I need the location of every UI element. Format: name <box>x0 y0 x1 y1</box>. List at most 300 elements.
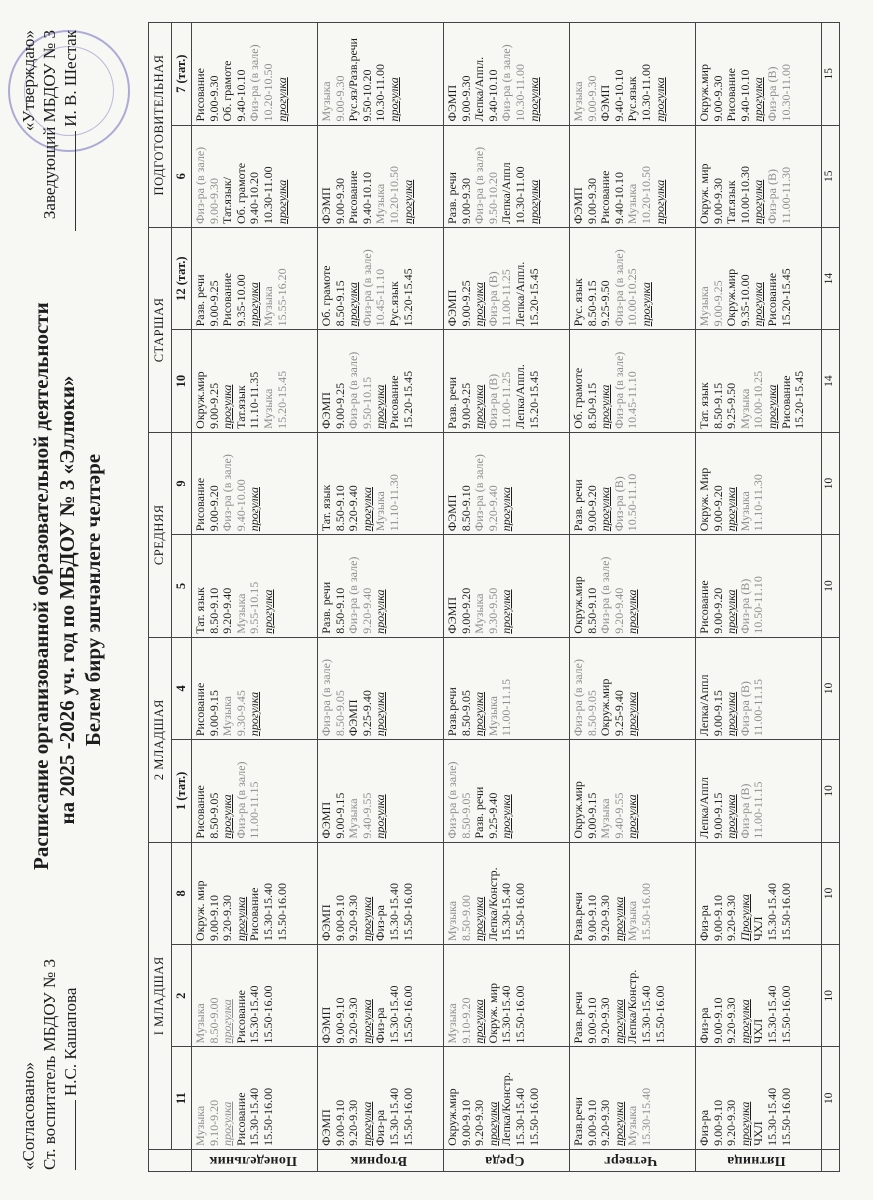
activity-line: 9.55-10.15 <box>247 581 262 634</box>
activity-line: Музыка <box>193 1003 207 1044</box>
walk-entry: прогулка <box>220 999 235 1044</box>
activity-line: 11.10-11.35 <box>247 371 262 429</box>
day-label: Вторник <box>350 1153 408 1169</box>
total-count: 15 <box>822 125 840 227</box>
walk-entry: прогулка <box>724 589 739 634</box>
activity-line: Музыка <box>260 388 275 429</box>
activity-line: 15.20-15.45 <box>526 268 541 327</box>
activity-line: 9.40-10.10 <box>233 69 248 122</box>
activity-line: Разв. речи <box>445 376 459 429</box>
activity-line: Физ-ра (В) <box>737 783 752 839</box>
schedule-cell <box>570 432 696 534</box>
walk-entry: прогулка <box>220 384 235 429</box>
activity-line: 9.20-9.30 <box>724 997 739 1044</box>
activity-line: Музыка <box>445 1003 459 1044</box>
activity-line: 9.00-9.30 <box>206 177 221 224</box>
activity-line: ФЭМП <box>445 494 459 532</box>
totals-row <box>822 23 840 1172</box>
walk-entry: прогулка <box>373 589 388 634</box>
activity-line: Рисование <box>386 375 401 429</box>
schedule-cell <box>570 1047 696 1149</box>
day-label: Четверг <box>604 1153 658 1169</box>
walk-entry: прогулка <box>638 282 653 327</box>
activity-line: Музыка <box>260 286 275 327</box>
activity-line: 9.00-9.30 <box>332 177 347 224</box>
activity-line: 15.50-16.00 <box>778 1087 793 1146</box>
activity-line: 9.00-9.10 <box>710 895 725 942</box>
activity-line: 9.00-9.30 <box>332 75 347 122</box>
activity-line: Физ-ра (В) <box>737 578 752 634</box>
activity-line: 9.00-9.15 <box>710 792 725 839</box>
activity-line: Музыка <box>737 491 752 532</box>
activity-line: 8.50-9.05 <box>206 792 221 839</box>
activity-line: Физ-ра <box>373 1007 388 1044</box>
activity-line: 10.00-10.30 <box>737 165 752 224</box>
schedule-cell <box>696 1047 822 1149</box>
agreed-name: Н.С. Кашапова <box>61 987 80 1096</box>
schedule-cell <box>192 740 318 842</box>
activity-line: 15.50-16.00 <box>512 883 527 942</box>
activity-line: Об. грамоте <box>571 367 585 429</box>
activity-line: 15.20-15.45 <box>400 370 415 429</box>
walk-entry: Прогулка <box>737 894 752 942</box>
schedule-cell <box>318 842 444 944</box>
activity-line: Рисование <box>778 375 793 429</box>
activity-line: Физ-ра <box>697 905 711 942</box>
activity-line: 15.30-15.40 <box>247 1087 262 1146</box>
document-title <box>28 302 106 870</box>
activity-line: ФЭМП <box>319 1109 333 1146</box>
schedule-cell <box>570 23 696 126</box>
activity-line: 9.25-9.50 <box>598 280 613 327</box>
activity-line: 9.00-9.10 <box>710 1099 725 1146</box>
activity-line: 9.25-9.40 <box>485 792 500 839</box>
activity-line: 15.30-15.40 <box>499 883 514 942</box>
total-count: 14 <box>822 330 840 432</box>
schedule-cell <box>570 227 696 329</box>
activity-line: 9.00-9.10 <box>332 1099 347 1146</box>
activity-line: 9.20-9.40 <box>611 587 626 634</box>
activity-line: Рус.язык <box>625 76 640 122</box>
group-header: 5 <box>172 535 192 637</box>
schedule-cell <box>318 432 444 534</box>
day-row <box>696 23 822 1172</box>
activity-line: 8.50-9.05 <box>458 792 473 839</box>
activity-line: Лепка/Аппл. <box>512 261 527 327</box>
activity-line: 9.35-10.00 <box>233 274 248 327</box>
group-header: 9 <box>172 432 192 534</box>
activity-line: Физ-ра (в зале) <box>247 44 262 122</box>
activity-line: ФЭМП <box>319 904 333 942</box>
activity-line: 15.50-16.00 <box>260 985 275 1044</box>
activity-line: 9.00-9.15 <box>332 792 347 839</box>
activity-line: 9.50-10.15 <box>359 376 374 429</box>
activity-line: 9.25-9.40 <box>359 690 374 737</box>
activity-line: 15.30-15.40 <box>499 985 514 1044</box>
agreed-title: «Согласовано» <box>19 1062 38 1170</box>
schedule-cell <box>318 740 444 842</box>
activity-line: 8.50-9.05 <box>458 690 473 737</box>
day-label-cell <box>318 1149 444 1171</box>
walk-entry: прогулка <box>751 77 766 122</box>
activity-line: Окруж.мир <box>697 64 711 122</box>
schedule-cell <box>444 432 570 534</box>
activity-line: 15.20-15.45 <box>792 370 807 429</box>
walk-entry: прогулка <box>499 487 514 532</box>
activity-line: Музыка <box>472 593 487 634</box>
activity-line: 9.00-9.25 <box>458 382 473 429</box>
activity-line: ФЭМП <box>445 84 459 122</box>
activity-line: 15.30-15.40 <box>386 883 401 942</box>
schedule-body <box>192 23 840 1172</box>
activity-line: 9.00-9.10 <box>332 997 347 1044</box>
schedule-cell <box>696 23 822 126</box>
schedule-cell <box>192 227 318 329</box>
title-line-2: на 2025 -2026 уч. год по МБДОУ № 3 «Эллюки» <box>55 375 79 825</box>
schedule-cell <box>318 637 444 739</box>
activity-line: 9.20-9.30 <box>220 895 235 942</box>
schedule-cell <box>444 330 570 432</box>
day-row <box>192 23 318 1172</box>
activity-line: 11.10-11.30 <box>751 474 766 532</box>
walk-entry: прогулка <box>373 691 388 737</box>
approved-signature-line <box>75 131 76 231</box>
walk-entry: прогулка <box>220 1101 235 1146</box>
walk-entry: прогулка <box>346 282 361 327</box>
activity-line: 9.00-9.10 <box>584 895 599 942</box>
activity-line: Музыка <box>697 286 711 327</box>
activity-line: 9.30-9.50 <box>485 587 500 634</box>
activity-line: 8.50-9.10 <box>584 587 599 634</box>
schedule-cell <box>192 842 318 944</box>
activity-line: 10.50-11.10 <box>751 576 766 634</box>
activity-line: ЧХЛ <box>751 1018 766 1044</box>
approved-title: «Утверждаю» <box>19 30 38 132</box>
activity-line: 15.30-15.40 <box>638 985 653 1044</box>
activity-line: Рисование <box>697 580 711 634</box>
walk-entry: прогулка <box>764 384 779 429</box>
activity-line: Об. грамоте <box>220 60 235 122</box>
activity-line: 9.20-9.40 <box>485 485 500 532</box>
activity-line: 9.00-9.25 <box>458 280 473 327</box>
activity-line: 9.40-10.10 <box>611 69 626 122</box>
activity-line: 9.00-9.25 <box>710 280 725 327</box>
walk-entry: прогулка <box>737 1101 752 1146</box>
activity-line: 10.00-10.25 <box>625 268 640 327</box>
walk-entry: прогулка <box>274 179 289 224</box>
activity-line: 15.50-16.00 <box>400 1087 415 1146</box>
activity-line: 15.55-16.20 <box>274 268 289 327</box>
activity-line: Музыка <box>485 695 500 737</box>
schedule-cell <box>192 23 318 126</box>
activity-line: 15.20-15.45 <box>274 370 289 429</box>
activity-line: 9.00-9.30 <box>458 177 473 224</box>
activity-line: Тат.язык/ <box>220 177 235 224</box>
activity-line: Физ-ра (в зале) <box>233 761 248 839</box>
approved-name: И. В. Шестак <box>61 30 80 127</box>
activity-line: Физ-ра (в зале) <box>445 761 459 839</box>
schedule-cell <box>444 842 570 944</box>
activity-line: Физ-ра (в зале) <box>359 249 374 327</box>
activity-line: Физ-ра (в зале) <box>611 351 626 429</box>
activity-line: 8.50-9.00 <box>206 997 221 1044</box>
activity-line: Разв. речи <box>472 786 487 839</box>
activity-line: Музыка <box>625 1105 640 1146</box>
activity-line: 9.20-9.30 <box>598 997 613 1044</box>
activity-line: ФЭМП <box>445 289 459 327</box>
group-header: 4 <box>172 637 192 739</box>
activity-line: 15.50-16.00 <box>652 985 667 1044</box>
activity-line: Рисование <box>346 170 361 224</box>
schedule-cell <box>318 125 444 227</box>
total-count: 10 <box>822 842 840 944</box>
activity-line: 9.00-9.30 <box>458 75 473 122</box>
activity-line: Музыка <box>373 491 388 532</box>
totals-label-cell <box>822 1149 840 1171</box>
schedule-cell <box>192 125 318 227</box>
schedule-cell <box>318 535 444 637</box>
activity-line: 10.45-11.10 <box>373 268 388 327</box>
walk-entry: прогулка <box>625 794 640 839</box>
schedule-cell <box>696 842 822 944</box>
activity-line: 9.40-10.10 <box>485 69 500 122</box>
group-header: 6 <box>172 125 192 227</box>
day-row <box>570 23 696 1172</box>
activity-line: Музыка <box>346 798 361 839</box>
activity-line: 9.00-9.15 <box>710 690 725 737</box>
activity-line: 9.30-9.45 <box>233 690 248 737</box>
activity-line: Физ-ра (в зале) <box>472 146 487 224</box>
activity-line: Музыка <box>737 388 752 429</box>
activity-line: Окруж.мир <box>571 576 585 634</box>
activity-line: Музыка <box>598 798 613 839</box>
activity-line: 9.40-10.00 <box>233 479 248 532</box>
activity-line: Окруж.мир <box>571 781 585 839</box>
schedule-cell <box>318 1047 444 1149</box>
walk-entry: прогулка <box>359 999 374 1044</box>
walk-entry: прогулка <box>247 487 262 532</box>
activity-line: 9.20-9.30 <box>346 895 361 942</box>
schedule-cell <box>192 535 318 637</box>
activity-line: 15.20-15.45 <box>400 268 415 327</box>
activity-line: 9.00-9.10 <box>584 1099 599 1146</box>
activity-line: Физ-ра (в зале) <box>571 659 585 737</box>
walk-entry: прогулка <box>598 487 613 532</box>
activity-line: 9.00-9.25 <box>206 382 221 429</box>
activity-line: Рус.язык <box>386 281 401 327</box>
activity-line: 11.00-11.25 <box>499 269 514 327</box>
activity-line: Физ-ра (В) <box>764 168 779 224</box>
walk-entry: прогулка <box>359 1101 374 1146</box>
title-line-3: Белем биру эшчәнлеге челтәре <box>81 453 105 747</box>
activity-line: 9.20-9.30 <box>598 1099 613 1146</box>
agreed-block <box>18 959 81 1170</box>
activity-line: 9.40-10.10 <box>359 171 374 224</box>
activity-line: 11.00-11.15 <box>499 679 514 737</box>
activity-line: Тат.язык <box>724 180 739 224</box>
walk-entry: прогулка <box>485 1101 500 1146</box>
group-header: 7 (тат.) <box>172 23 192 126</box>
activity-line: 9.35-10.00 <box>737 274 752 327</box>
activity-line: Физ-ра (в зале) <box>346 556 361 634</box>
activity-line: Рисование <box>247 887 262 942</box>
activity-line: 11.00-11.30 <box>778 166 793 224</box>
activity-line: 15.50-16.00 <box>778 985 793 1044</box>
activity-line: Физ-ра (в зале) <box>346 351 361 429</box>
walk-entry: прогулка <box>611 999 626 1044</box>
activity-line: Рисование <box>724 68 739 122</box>
activity-line: 9.20-9.30 <box>472 1099 487 1146</box>
activity-line: 9.00-9.20 <box>206 485 221 532</box>
walk-entry: прогулка <box>233 896 248 942</box>
activity-line: Рисование <box>233 990 248 1044</box>
activity-line: 15.30-15.40 <box>764 985 779 1044</box>
walk-entry: прогулка <box>625 691 640 737</box>
group-header: 12 (тат.) <box>172 227 192 329</box>
activity-line: 9.50-10.20 <box>485 171 500 224</box>
activity-line: 9.20-9.30 <box>724 895 739 942</box>
total-count: 10 <box>822 740 840 842</box>
section-header: СРЕДНЯЯ <box>149 432 172 637</box>
agreed-signature-line <box>75 1100 76 1170</box>
schedule-cell <box>192 637 318 739</box>
schedule-cell <box>570 330 696 432</box>
activity-line: ФЭМП <box>445 596 459 634</box>
walk-entry: прогулка <box>220 794 235 839</box>
section-header-row <box>149 23 172 1172</box>
activity-line: 9.50-10.20 <box>359 69 374 122</box>
group-header: 8 <box>172 842 192 944</box>
activity-line: Физ-ра (в зале) <box>193 146 207 224</box>
walk-entry: прогулка <box>751 179 766 224</box>
activity-line: Разв.речи <box>445 687 459 737</box>
schedule-cell <box>444 637 570 739</box>
walk-entry: прогулка <box>472 691 487 737</box>
activity-line: 9.00-9.25 <box>332 382 347 429</box>
activity-line: Рисование <box>193 477 207 532</box>
activity-line: 15.50-16.00 <box>638 883 653 942</box>
walk-entry: прогулка <box>386 77 401 122</box>
activity-line: 10.30-11.00 <box>373 63 388 122</box>
activity-line: 9.20-9.30 <box>598 895 613 942</box>
activity-line: 11.10-11.30 <box>386 474 401 532</box>
schedule-cell <box>192 432 318 534</box>
activity-line: ФЭМП <box>598 84 613 122</box>
activity-line: Физ-ра (В) <box>737 681 752 737</box>
total-count: 10 <box>822 637 840 739</box>
activity-line: 9.00-9.10 <box>206 895 221 942</box>
activity-line: Рисование <box>764 272 779 327</box>
activity-line: ФЭМП <box>319 392 333 429</box>
activity-line: Физ-ра <box>697 1109 711 1146</box>
activity-line: 9.00-9.20 <box>458 587 473 634</box>
walk-entry: прогулка <box>625 589 640 634</box>
activity-line: Физ-ра <box>697 1007 711 1044</box>
activity-line: 10.50-11.10 <box>625 473 640 532</box>
activity-line: Физ-ра (в зале) <box>319 659 333 737</box>
walk-entry: прогулка <box>598 384 613 429</box>
group-header-row <box>172 23 192 1172</box>
activity-line: ФЭМП <box>346 699 361 737</box>
section-header: I МЛАДШАЯ <box>149 842 172 1149</box>
schedule-cell <box>696 740 822 842</box>
walk-entry: прогулка <box>359 487 374 532</box>
day-label-cell <box>570 1149 696 1171</box>
schedule-cell <box>192 330 318 432</box>
activity-line: 15.50-16.00 <box>400 985 415 1044</box>
activity-line: 15.30-15.40 <box>247 985 262 1044</box>
activity-line: Физ-ра <box>373 905 388 942</box>
activity-line: Музыка <box>319 81 333 122</box>
activity-line: 10.20-10.50 <box>386 165 401 224</box>
walk-entry: прогулка <box>652 179 667 224</box>
activity-line: 8.50-9.15 <box>332 280 347 327</box>
schedule-cell <box>444 740 570 842</box>
activity-line: 9.00-9.30 <box>206 75 221 122</box>
activity-line: Физ-ра (в зале) <box>611 249 626 327</box>
activity-line: 9.00-9.10 <box>332 895 347 942</box>
activity-line: Музыка <box>220 695 235 737</box>
schedule-cell <box>444 227 570 329</box>
walk-entry: прогулка <box>359 896 374 942</box>
schedule-cell <box>444 535 570 637</box>
activity-line: 9.00-9.20 <box>584 485 599 532</box>
activity-line: 15.30-15.40 <box>260 883 275 942</box>
activity-line: Разв. речи <box>571 991 585 1044</box>
activity-line: Физ-ра (в зале) <box>499 44 514 122</box>
activity-line: 9.40-10.20 <box>247 171 262 224</box>
activity-line: Разв.речи <box>571 1097 585 1146</box>
activity-line: 10.30-11.00 <box>638 63 653 122</box>
activity-line: 8.50-9.00 <box>458 895 473 942</box>
activity-line: 9.00-9.10 <box>458 1099 473 1146</box>
activity-line: 9.00-9.30 <box>710 75 725 122</box>
schedule-cell <box>192 1047 318 1149</box>
activity-line: 9.00-9.30 <box>710 177 725 224</box>
activity-line: 9.00-9.20 <box>710 587 725 634</box>
activity-line: 15.30-15.40 <box>512 1087 527 1146</box>
activity-line: 15.50-16.00 <box>512 985 527 1044</box>
activity-line: 8.50-9.15 <box>584 382 599 429</box>
day-label: Понедельник <box>208 1153 297 1169</box>
activity-line: Рисование <box>193 682 207 737</box>
activity-line: Музыка <box>373 183 388 224</box>
schedule-cell <box>318 945 444 1047</box>
walk-entry: прогулка <box>472 282 487 327</box>
activity-line: Разв.речи <box>571 892 585 942</box>
activity-line: 15.20-15.45 <box>526 370 541 429</box>
activity-line: Музыка <box>233 593 248 634</box>
activity-line: Лепка/Аппл. <box>472 56 487 122</box>
activity-line: 9.25-9.40 <box>611 690 626 737</box>
schedule-cell <box>444 1047 570 1149</box>
schedule-table <box>148 22 840 1172</box>
schedule-cell <box>444 945 570 1047</box>
activity-line: 9.00-9.15 <box>584 792 599 839</box>
schedule-cell <box>192 945 318 1047</box>
schedule-cell <box>696 330 822 432</box>
activity-line: 9.20-9.30 <box>346 1099 361 1146</box>
activity-line: Лепка/Констр. <box>485 867 500 942</box>
walk-entry: прогулка <box>373 794 388 839</box>
activity-line: Физ-ра (В) <box>611 476 626 532</box>
activity-line: Разв. речи <box>445 172 459 224</box>
schedule-cell <box>570 535 696 637</box>
activity-line: 9.20-9.40 <box>346 485 361 532</box>
walk-entry: прогулка <box>247 282 262 327</box>
activity-line: 8.50-9.10 <box>332 587 347 634</box>
activity-line: Окруж.мир <box>598 678 613 737</box>
